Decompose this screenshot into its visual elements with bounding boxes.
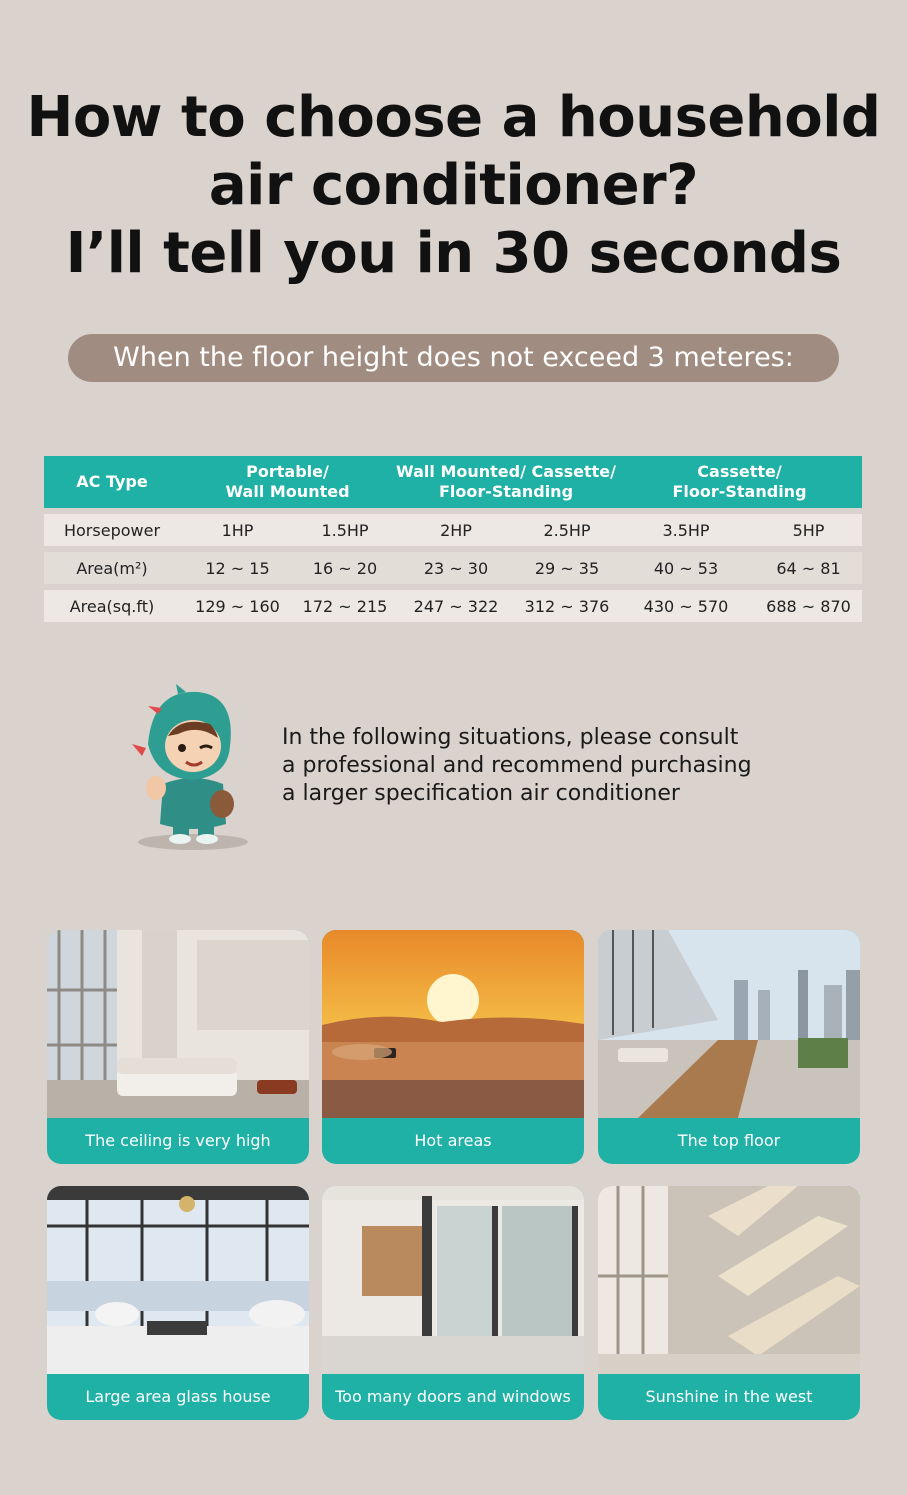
table-cell: 64 ~ 81: [755, 546, 862, 584]
table-cell: 2HP: [395, 508, 517, 546]
table-cell: 16 ~ 20: [295, 546, 395, 584]
row-label: Area(m²): [44, 546, 180, 584]
card-label: Sunshine in the west: [645, 1387, 813, 1406]
table-cell: 23 ~ 30: [395, 546, 517, 584]
header-group-portable: [180, 456, 395, 508]
table-row: [44, 508, 862, 546]
header-group-2-line-1: Wall Mounted/ Cassette/: [396, 462, 616, 481]
title-line-2: air conditioner?: [208, 153, 699, 218]
rooftop-terrace-photo: [598, 930, 860, 1118]
table-cell: 688 ~ 870: [755, 584, 862, 622]
glass-house-photo: [47, 1186, 309, 1374]
row-label: Area(sq.ft): [44, 584, 180, 622]
table-cell: 12 ~ 15: [180, 546, 295, 584]
situation-card-top-floor: [598, 930, 860, 1164]
situation-card-hot-areas: [322, 930, 584, 1164]
sunlit-room-photo: [598, 1186, 860, 1374]
table-cell: 129 ~ 160: [180, 584, 295, 622]
high-ceiling-photo: [47, 930, 309, 1118]
situation-card-glass-house: [47, 1186, 309, 1420]
card-label: Large area glass house: [85, 1387, 271, 1406]
situation-card-west-sunshine: [598, 1186, 860, 1420]
consult-note: [282, 724, 842, 808]
card-label: The top floor: [677, 1131, 781, 1150]
note-line-2: a professional and recommend purchasing: [282, 753, 752, 778]
table-header-row: [44, 456, 862, 508]
header-group-1-line-2: Wall Mounted: [225, 482, 350, 501]
header-group-1-line-1: Portable/: [246, 462, 329, 481]
page-title: [0, 84, 907, 288]
situation-card-high-ceiling: [47, 930, 309, 1164]
desert-sunset-photo: [322, 930, 584, 1118]
table-cell: 430 ~ 570: [617, 584, 755, 622]
table-cell: 2.5HP: [517, 508, 617, 546]
card-label: Too many doors and windows: [335, 1387, 571, 1406]
table-row: [44, 546, 862, 584]
note-line-3: a larger specification air conditioner: [282, 781, 680, 806]
note-line-1: In the following situations, please consult: [282, 725, 739, 750]
table-cell: 1.5HP: [295, 508, 395, 546]
condition-banner: When the floor height does not exceed 3 meteres:: [68, 334, 839, 382]
header-group-wall-cassette: [395, 456, 617, 508]
doors-windows-photo: [322, 1186, 584, 1374]
table-cell: 3.5HP: [617, 508, 755, 546]
card-label: Hot areas: [414, 1131, 492, 1150]
table-cell: 29 ~ 35: [517, 546, 617, 584]
header-group-2-line-2: Floor-Standing: [438, 482, 574, 501]
table-cell: 1HP: [180, 508, 295, 546]
table-cell: 40 ~ 53: [617, 546, 755, 584]
table-cell: 5HP: [755, 508, 862, 546]
header-group-cassette: [617, 456, 862, 508]
row-label: Horsepower: [44, 508, 180, 546]
table-row: [44, 584, 862, 622]
header-group-3-line-1: Cassette/: [697, 462, 782, 481]
title-line-1: How to choose a household: [26, 85, 881, 150]
table-cell: 247 ~ 322: [395, 584, 517, 622]
table-cell: 172 ~ 215: [295, 584, 395, 622]
header-ac-type: AC Type: [44, 456, 180, 508]
card-label: The ceiling is very high: [85, 1131, 271, 1150]
table-cell: 312 ~ 376: [517, 584, 617, 622]
situation-card-doors-windows: [322, 1186, 584, 1420]
header-group-3-line-2: Floor-Standing: [672, 482, 807, 501]
mascot-illustration: [118, 684, 268, 854]
ac-spec-table: [44, 456, 862, 622]
title-line-3: I’ll tell you in 30 seconds: [65, 221, 842, 286]
